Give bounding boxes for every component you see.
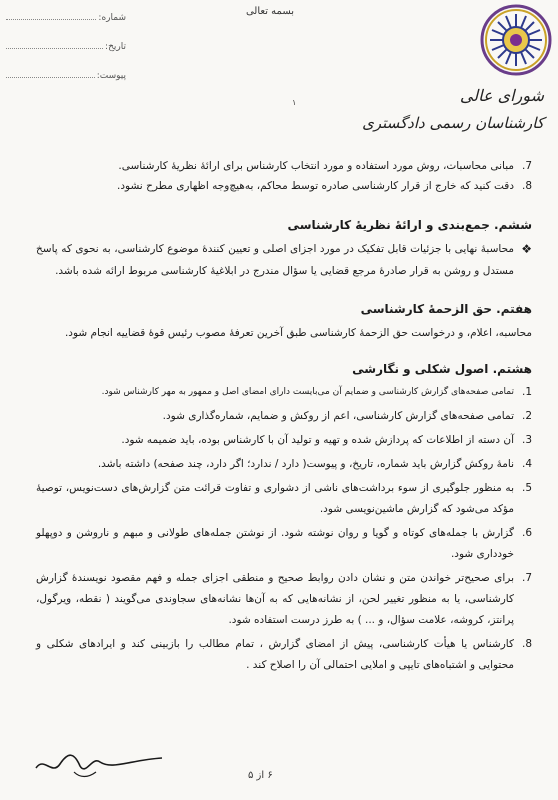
section-six-title: ششم. جمع‌بندی و ارائهٔ نظریهٔ کارشناسی — [287, 218, 532, 232]
document-body — [36, 156, 532, 679]
list-item — [36, 176, 532, 196]
number-label: شماره: — [98, 13, 126, 23]
item-number: 6. — [521, 527, 532, 539]
bismillah: بسمه تعالی — [245, 6, 295, 17]
page-mark: ۱ — [292, 98, 297, 107]
date-field — [6, 37, 126, 52]
item-text: به منظور جلوگیری از سوء برداشت‌های ناشی از دشواری و تفاوت قرائت متن گزارش‌های دست‌نویس، توصیهٔ مؤکد می‌شود که گزارش ماشین‌نویسی شود. — [36, 482, 514, 515]
list-item — [36, 523, 532, 565]
item-number: 4. — [521, 458, 532, 470]
list-item — [36, 478, 532, 520]
diamond-bullet-icon: ❖ — [521, 242, 532, 256]
item-number: 8. — [521, 180, 532, 192]
item-text: کارشناس یا هیأت کارشناسی، پیش از امضای گزارش ، تمام مطالب را بازبینی کند و ایرادهای شکلی و محتوایی و اشتباه‌های تایپی و املایی احتمالی آن را اصلاح کند . — [36, 638, 514, 671]
section-eight-title: هشتم. اصول شکلی و نگارشی — [352, 362, 532, 376]
item-number: 2. — [521, 410, 532, 422]
signature-icon — [30, 742, 170, 782]
section-six-paragraph — [36, 238, 532, 282]
item-text: برای صحیح‌تر خواندن متن و نشان دادن روابط صحیح و منطقی اجزای جمله و فهم مقصود نویسندهٔ گزارش کارشناسی، یا به منظور تغییر لحن، از نشانه‌هایی که به آن‌ها نشانه‌های سجاوندی می‌گویند ( نقطه، ویرگول، پرانتز، کروشه، علامت سؤال، و ... ) به طرز درست استفاده شود. — [36, 572, 514, 626]
list-item — [36, 156, 532, 176]
item-text: مبانی محاسبات، روش مورد استفاده و مورد انتخاب کارشناس برای ارائهٔ نظریهٔ کارشناسی. — [118, 160, 514, 172]
experts-subtitle: کارشناسان رسمی دادگستری — [362, 114, 544, 132]
item-text: تمامی صفحه‌های گزارش کارشناسی، اعم از روکش و ضمایم، شماره‌گذاری شود. — [162, 410, 514, 422]
item-text: آن دسته از اطلاعات که پردازش شده و تهیه و تولید آن با کارشناس بوده، باید ضمیمه شود. — [121, 434, 514, 446]
page-number: ۶ از ۵ — [248, 770, 273, 781]
council-logo-icon — [478, 2, 554, 78]
number-field — [6, 8, 126, 23]
list-item — [36, 382, 532, 403]
letter-meta — [6, 8, 126, 95]
section-eight-list — [36, 382, 532, 676]
section-seven-title: هفتم. حق الزحمهٔ کارشناسی — [360, 302, 532, 316]
item-number: 8. — [521, 638, 532, 650]
council-title: شورای عالی — [459, 86, 544, 105]
item-text: دقت کنید که خارج از قرار کارشناسی صادره توسط محاکم، به‌هیچ‌وجه اظهاری مطرح نشود. — [117, 180, 514, 192]
item-number: 3. — [521, 434, 532, 446]
item-number: 1. — [521, 386, 532, 398]
date-label: تاریخ: — [105, 42, 126, 52]
item-text: گزارش با جمله‌های کوتاه و گویا و روان نوشته شود. از نوشتن جمله‌های طولانی و مبهم و ناروشن و دوپهلو خودداری شود. — [36, 527, 514, 560]
item-number: 5. — [521, 482, 532, 494]
item-number: 7. — [521, 572, 532, 584]
list-item — [36, 406, 532, 427]
item-text: نامهٔ روکش گزارش باید شماره، تاریخ، و پیوست( دارد / ندارد؛ اگر دارد، چند صفحه) داشته باشد. — [97, 458, 514, 470]
attachment-label: پیوست: — [96, 71, 126, 81]
list-item — [36, 454, 532, 475]
item-number: 7. — [521, 160, 532, 172]
section-six-text: محاسبهٔ نهایی با جزئیات قابل تفکیک در مورد اجزای اصلی و تعیین کنندهٔ موضوع کارشناسی، به نحوی که پاسخ مستدل و روشن به قرار صادرهٔ مرجع قضایی یا سؤال مندرج در ابلاغیهٔ کارشناسی مربوط ارائه شده باشد. — [36, 243, 514, 277]
list-item — [36, 634, 532, 676]
list-item — [36, 568, 532, 631]
section-seven-text: محاسبه، اعلام، و درخواست حق الزحمهٔ کارشناسی طبق آخرین تعرفهٔ مصوب رئیس قوهٔ قضاییه انجام شود. — [64, 327, 532, 339]
list-item — [36, 430, 532, 451]
item-text: تمامی صفحه‌های گزارش کارشناسی و ضمایم آن می‌بایست دارای امضای اصل و ممهور به مهر کارشناس شود. — [101, 387, 514, 397]
attachment-field — [6, 66, 126, 81]
